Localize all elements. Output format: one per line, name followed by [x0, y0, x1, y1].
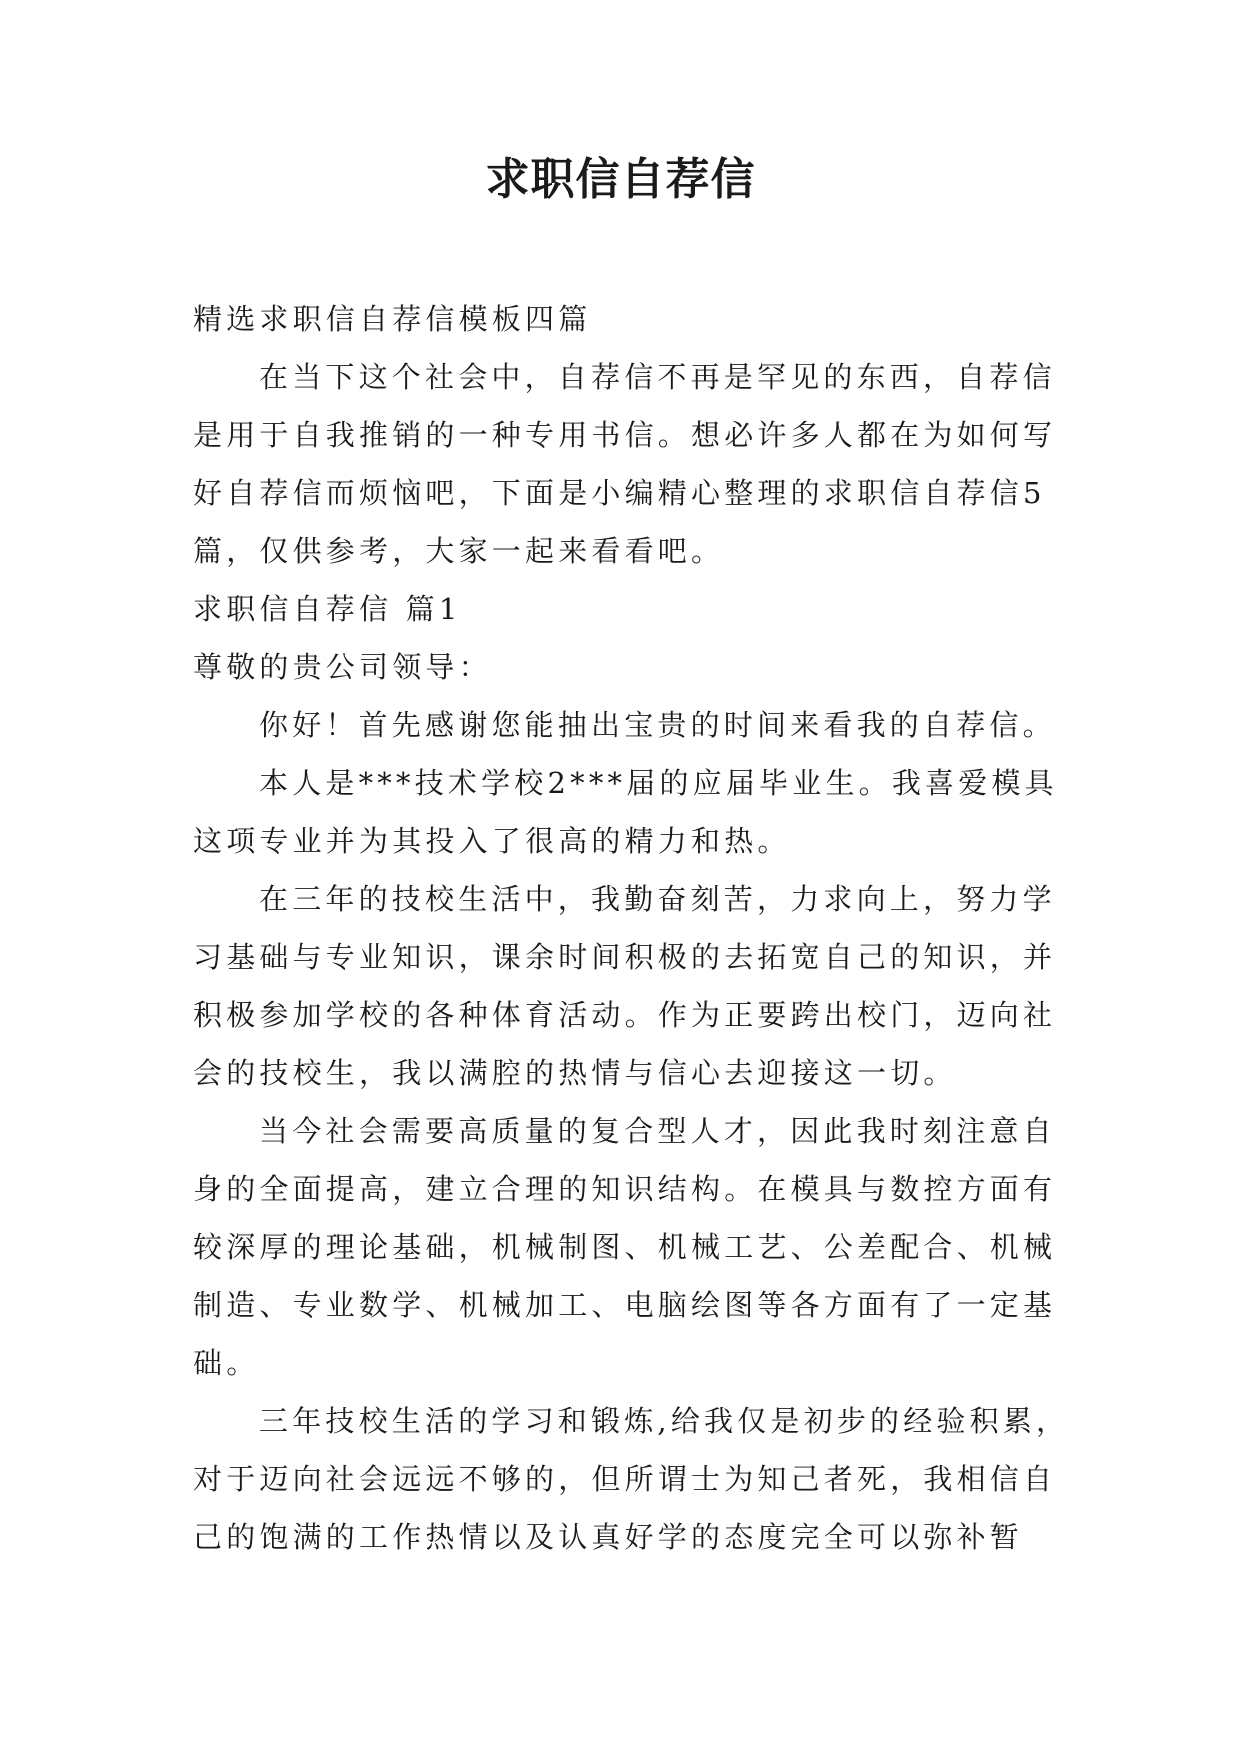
- paragraph-skills: 当今社会需要高质量的复合型人才，因此我时刻注意自身的全面提高，建立合理的知识结构。在模具与数控方面有较深厚的理论基础，机械制图、机械工艺、公差配合、机械制造、专业数学、机械加工、电脑绘图等各方面有了一定基础。: [193, 1114, 1057, 1380]
- paragraph-intro: 在当下这个社会中，自荐信不再是罕见的东西，自荐信是用于自我推销的一种专用书信。想必许多人都在为如何写好自荐信而烦恼吧，下面是小编精心整理的求职信自荐信5篇，仅供参考，大家一起来看看吧。: [193, 360, 1057, 568]
- paragraph-section-heading: 求职信自荐信 篇1: [193, 592, 462, 626]
- paragraph-closing: 三年技校生活的学习和锻炼,给我仅是初步的经验积累，对于迈向社会远远不够的，但所谓士为知己者死，我相信自己的饱满的工作热情以及认真好学的态度完全可以弥补暂: [193, 1404, 1070, 1554]
- paragraph-self-intro: 本人是***技术学校2***届的应届毕业生。我喜爱模具这项专业并为其投入了很高的精力和热。: [193, 766, 1058, 858]
- paragraph-subtitle: 精选求职信自荐信模板四篇: [193, 302, 592, 336]
- paragraph-greeting: 你好！首先感谢您能抽出宝贵的时间来看我的自荐信。: [259, 708, 1056, 742]
- paragraph-school-life: 在三年的技校生活中，我勤奋刻苦，力求向上，努力学习基础与专业知识，课余时间积极的去拓宽自己的知识，并积极参加学校的各种体育活动。作为正要跨出校门，迈向社会的技校生，我以满腔的热情与信心去迎接这一切。: [193, 882, 1057, 1090]
- document-title: 求职信自荐信: [485, 154, 756, 205]
- paragraph-salutation: 尊敬的贵公司领导：: [193, 650, 492, 684]
- document-body: [193, 290, 1073, 1566]
